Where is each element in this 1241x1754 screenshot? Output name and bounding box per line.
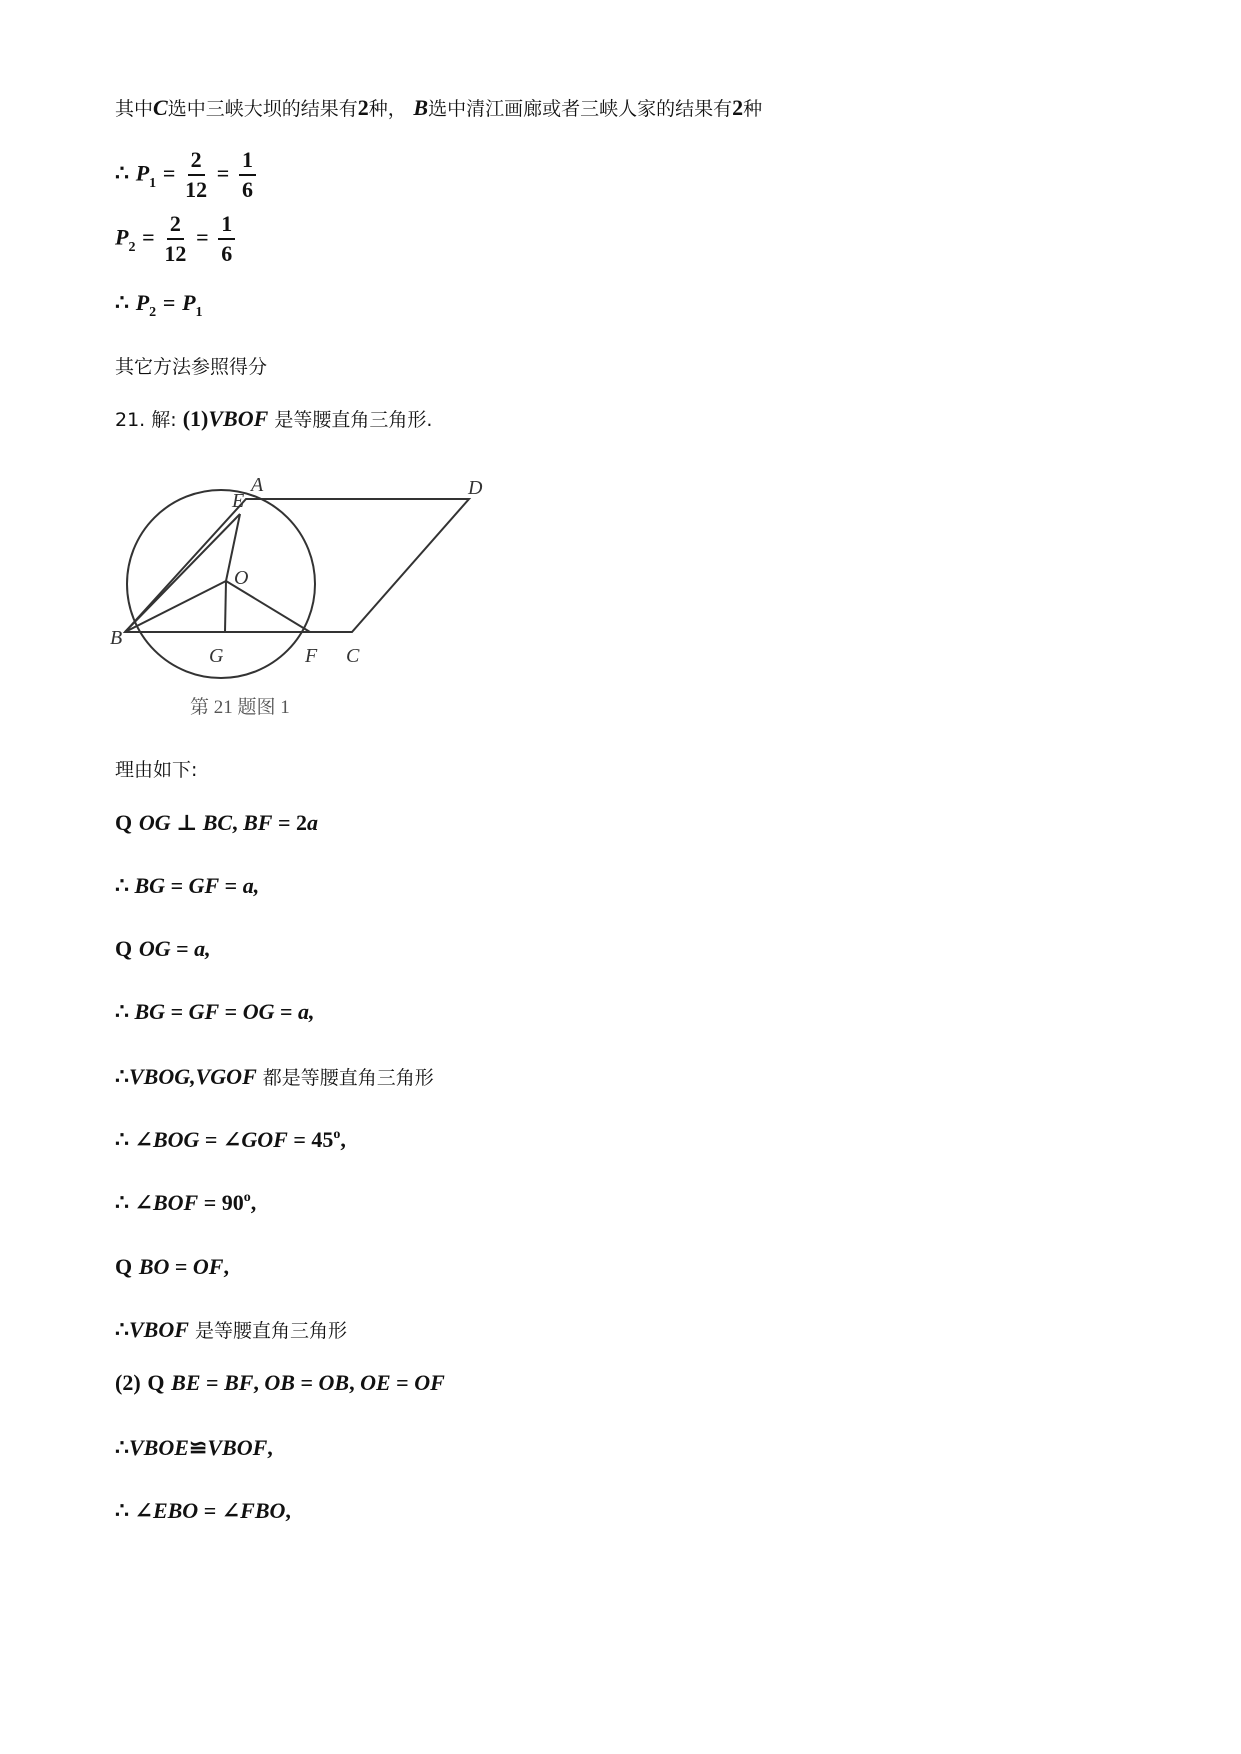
denominator: 6 xyxy=(221,241,233,266)
statement: 都是等腰直角三角形 xyxy=(256,1067,434,1089)
operator: , xyxy=(232,810,244,835)
therefore-symbol: ∴ xyxy=(115,1435,129,1460)
value: = 45 xyxy=(287,1127,334,1152)
numerator: 1 xyxy=(218,212,235,240)
because-symbol: Q xyxy=(147,1370,165,1395)
var-c: C xyxy=(153,95,168,120)
operator: = ∠ xyxy=(198,1498,241,1523)
angle: FBO xyxy=(240,1498,286,1523)
subscript: 1 xyxy=(195,305,203,320)
equals: = xyxy=(162,160,176,186)
label-g: G xyxy=(209,645,224,667)
therefore-symbol: ∴ xyxy=(115,999,135,1024)
segment: OF xyxy=(414,1370,445,1395)
operator: = xyxy=(219,873,243,898)
punct: , xyxy=(223,1254,229,1279)
step-4 xyxy=(115,999,315,1025)
numerator: 2 xyxy=(188,148,205,176)
segment: OB xyxy=(264,1370,295,1395)
variable: a, xyxy=(298,999,315,1024)
operator: = xyxy=(165,999,189,1024)
var-p: P xyxy=(182,290,196,315)
variable: a, xyxy=(194,936,211,961)
subscript: 2 xyxy=(128,239,136,255)
var-p: P xyxy=(135,160,150,186)
segment: BF xyxy=(243,810,273,835)
count: 2 xyxy=(357,95,369,120)
label-f: F xyxy=(305,645,318,667)
segment: OG xyxy=(138,936,171,961)
var-b: B xyxy=(413,95,429,120)
figure-caption: 第 21 题图 1 xyxy=(190,697,290,718)
step-9 xyxy=(115,1316,347,1343)
step-7 xyxy=(115,1190,256,1216)
operator: = xyxy=(170,936,195,961)
equals: = xyxy=(142,224,155,250)
denominator: 6 xyxy=(241,177,253,202)
other-methods-note: 其它方法参照得分 xyxy=(115,356,268,378)
value: = 90 xyxy=(198,1190,244,1215)
segment: OB xyxy=(318,1370,350,1395)
operator: = xyxy=(390,1370,415,1395)
angle: EBO xyxy=(152,1498,199,1523)
angle: GOF xyxy=(241,1127,288,1152)
congruent-symbol: ≌ xyxy=(188,1435,208,1460)
step-6 xyxy=(115,1127,346,1153)
operator: = ∠ xyxy=(199,1127,242,1152)
therefore-symbol: ∴ xyxy=(115,1317,129,1342)
degree: o xyxy=(243,1190,251,1205)
segment: OF xyxy=(192,1254,224,1279)
part-label: (2) xyxy=(115,1370,141,1395)
punct: , xyxy=(267,1435,273,1460)
therefore-symbol: ∴ xyxy=(115,873,135,898)
operator: , xyxy=(349,1370,361,1395)
segment: OE xyxy=(360,1370,391,1395)
equals: = xyxy=(196,224,209,250)
operator: = xyxy=(169,1254,193,1279)
step-2 xyxy=(115,873,259,899)
segment: GF xyxy=(188,873,220,898)
angle-prefix: ∴ ∠ xyxy=(115,1498,153,1523)
fraction xyxy=(239,148,256,202)
text: 选中三峡大坝的结果有 xyxy=(167,98,358,120)
operator: = 2 xyxy=(272,810,307,835)
fraction xyxy=(164,212,186,266)
label-a: A xyxy=(251,474,264,496)
segment: OG xyxy=(138,810,171,835)
variable: a, xyxy=(242,873,260,898)
count: 2 xyxy=(732,95,744,120)
because-symbol: Q xyxy=(115,936,133,961)
geometry-figure xyxy=(110,462,500,727)
angle: BOF xyxy=(152,1190,199,1215)
angle-prefix: ∴ ∠ xyxy=(115,1190,153,1215)
because-symbol: Q xyxy=(115,1254,133,1279)
denominator: 12 xyxy=(164,241,187,266)
degree: o xyxy=(333,1127,341,1142)
denominator: 12 xyxy=(185,177,208,202)
segment: BF xyxy=(224,1370,254,1395)
triangles: VBOG,VGOF xyxy=(129,1064,257,1089)
punct: , xyxy=(250,1190,257,1215)
segment: BE xyxy=(171,1370,201,1395)
reason-heading: 理由如下: xyxy=(115,759,198,781)
because-symbol: Q xyxy=(115,810,133,835)
equals: = xyxy=(162,290,176,315)
operator: = xyxy=(294,1370,319,1395)
statement: 是等腰直角三角形. xyxy=(268,409,433,431)
question-21-heading xyxy=(115,405,432,432)
label-o: O xyxy=(234,567,249,589)
step-5 xyxy=(115,1063,434,1090)
label-b: B xyxy=(110,627,123,649)
var-p: P xyxy=(135,290,150,315)
operator: = xyxy=(219,999,243,1024)
variable: a xyxy=(306,810,318,835)
equation-p2 xyxy=(115,212,238,266)
operator: = xyxy=(274,999,299,1024)
text: 种 xyxy=(743,98,763,120)
text: 其中 xyxy=(115,98,154,120)
therefore-symbol: ∴ xyxy=(115,1064,129,1089)
segment: BG xyxy=(134,999,166,1024)
label-c: C xyxy=(346,645,360,667)
operator: = xyxy=(200,1370,225,1395)
solution-line-outcomes xyxy=(115,94,762,121)
angle-prefix: ∴ ∠ xyxy=(115,1127,153,1152)
punct: , xyxy=(340,1127,346,1152)
subscript: 1 xyxy=(149,175,157,191)
step-3 xyxy=(115,936,211,962)
triangle-name: VBOF xyxy=(207,1435,268,1460)
subscript: 2 xyxy=(149,305,157,320)
step-11 xyxy=(115,1435,273,1461)
triangle-name: VBOE xyxy=(129,1435,189,1460)
numerator: 1 xyxy=(239,148,256,176)
step-10 xyxy=(115,1370,445,1396)
text: 种， xyxy=(368,98,407,120)
step-1 xyxy=(115,810,318,836)
operator: ⊥ xyxy=(170,810,203,835)
step-12 xyxy=(115,1498,291,1524)
equation-p2-equals-p1 xyxy=(115,290,203,320)
question-number: 21. 解: xyxy=(115,409,183,431)
punct: , xyxy=(285,1498,291,1523)
therefore-symbol: ∴ xyxy=(115,160,129,186)
text: 选中清江画廊或者三峡人家的结果有 xyxy=(428,98,733,120)
step-8 xyxy=(115,1254,229,1280)
triangle-name: VBOF xyxy=(129,1317,189,1342)
statement: 是等腰直角三角形 xyxy=(188,1320,347,1342)
fraction xyxy=(185,148,207,202)
var-p: P xyxy=(115,224,129,250)
equation-p1 xyxy=(115,148,259,202)
equals: = xyxy=(216,160,230,186)
segment: GF xyxy=(188,999,220,1024)
therefore-symbol: ∴ xyxy=(115,290,129,315)
angle: BOG xyxy=(152,1127,200,1152)
label-d: D xyxy=(468,477,483,499)
part-label: (1) xyxy=(182,406,209,431)
operator: = xyxy=(165,873,189,898)
segment: BO xyxy=(138,1254,170,1279)
numerator: 2 xyxy=(167,212,184,240)
parallelogram-abcd xyxy=(125,499,469,632)
fraction xyxy=(218,212,235,266)
segment: BC xyxy=(202,810,233,835)
operator: , xyxy=(253,1370,265,1395)
label-e: E xyxy=(232,490,245,512)
segment: OG xyxy=(242,999,275,1024)
segment: BG xyxy=(134,873,166,898)
triangle-name: VBOF xyxy=(208,406,269,431)
